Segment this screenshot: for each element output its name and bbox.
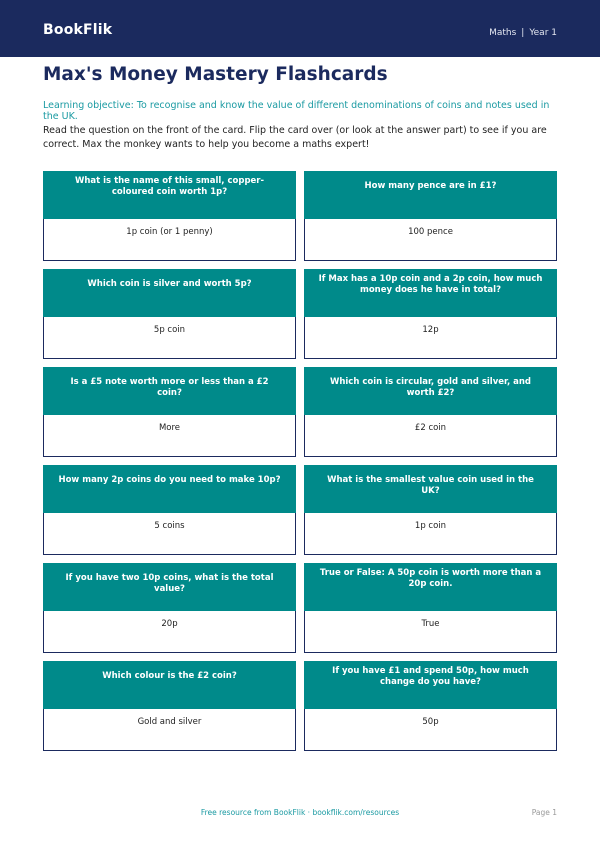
learning-objective: Learning objective: To recognise and know the value of different denominations of coins and notes used in the UK.	[43, 100, 550, 122]
flashcard-question: Which coin is silver and worth 5p?	[43, 269, 296, 317]
flashcard-grid	[43, 171, 557, 751]
flashcard[interactable]	[304, 171, 557, 261]
brand-logo[interactable]: BookFlik	[43, 22, 113, 38]
flashcard-answer: 100 pence	[304, 219, 557, 261]
breadcrumb-subject: Maths	[489, 28, 517, 38]
breadcrumb	[489, 28, 557, 38]
breadcrumb-year: Year 1	[529, 28, 557, 38]
flashcard-answer: £2 coin	[304, 415, 557, 457]
flashcard[interactable]	[43, 661, 296, 751]
flashcard-question: If Max has a 10p coin and a 2p coin, how much money does he have in total?	[304, 269, 557, 317]
flashcard[interactable]	[43, 465, 296, 555]
flashcard-answer: 1p coin	[304, 513, 557, 555]
flashcard[interactable]	[304, 269, 557, 359]
flashcard[interactable]	[304, 465, 557, 555]
page-number: Page 1	[531, 808, 557, 817]
instructions: Read the question on the front of the card. Flip the card over (or look at the answer part) to see if you are correct. Max the monkey wants to help you become a maths expert!	[43, 125, 547, 150]
footer-credit[interactable]: Free resource from BookFlik · bookflik.com/resources	[200, 808, 400, 817]
flashcard-question: Which coin is circular, gold and silver, and worth £2?	[304, 367, 557, 415]
flashcard-question: What is the smallest value coin used in the UK?	[304, 465, 557, 513]
flashcard-answer: Gold and silver	[43, 709, 296, 751]
flashcard-question: If you have £1 and spend 50p, how much change do you have?	[304, 661, 557, 709]
flashcard-question: How many pence are in £1?	[304, 171, 557, 219]
flashcard[interactable]	[43, 171, 296, 261]
flashcard-answer: 12p	[304, 317, 557, 359]
flashcard-answer: 20p	[43, 611, 296, 653]
breadcrumb-separator: |	[521, 28, 525, 38]
flashcard-answer: 5 coins	[43, 513, 296, 555]
page-title: Max's Money Mastery Flashcards	[43, 64, 388, 85]
flashcard-answer: True	[304, 611, 557, 653]
flashcard-question: What is the name of this small, copper-coloured coin worth 1p?	[43, 171, 296, 219]
flashcard[interactable]	[43, 563, 296, 653]
flashcard[interactable]	[43, 367, 296, 457]
flashcard[interactable]	[304, 367, 557, 457]
flashcard-question: How many 2p coins do you need to make 10p?	[43, 465, 296, 513]
flashcard[interactable]	[304, 563, 557, 653]
flashcard-answer: 1p coin (or 1 penny)	[43, 219, 296, 261]
flashcard-answer: 5p coin	[43, 317, 296, 359]
flashcard-question: Is a £5 note worth more or less than a £2 coin?	[43, 367, 296, 415]
flashcard-question: True or False: A 50p coin is worth more than a 20p coin.	[304, 563, 557, 611]
flashcard[interactable]	[43, 269, 296, 359]
header-bar	[0, 0, 600, 57]
flashcard-answer: 50p	[304, 709, 557, 751]
flashcard-answer: More	[43, 415, 296, 457]
flashcard-question: Which colour is the £2 coin?	[43, 661, 296, 709]
flashcard-question: If you have two 10p coins, what is the total value?	[43, 563, 296, 611]
flashcard[interactable]	[304, 661, 557, 751]
